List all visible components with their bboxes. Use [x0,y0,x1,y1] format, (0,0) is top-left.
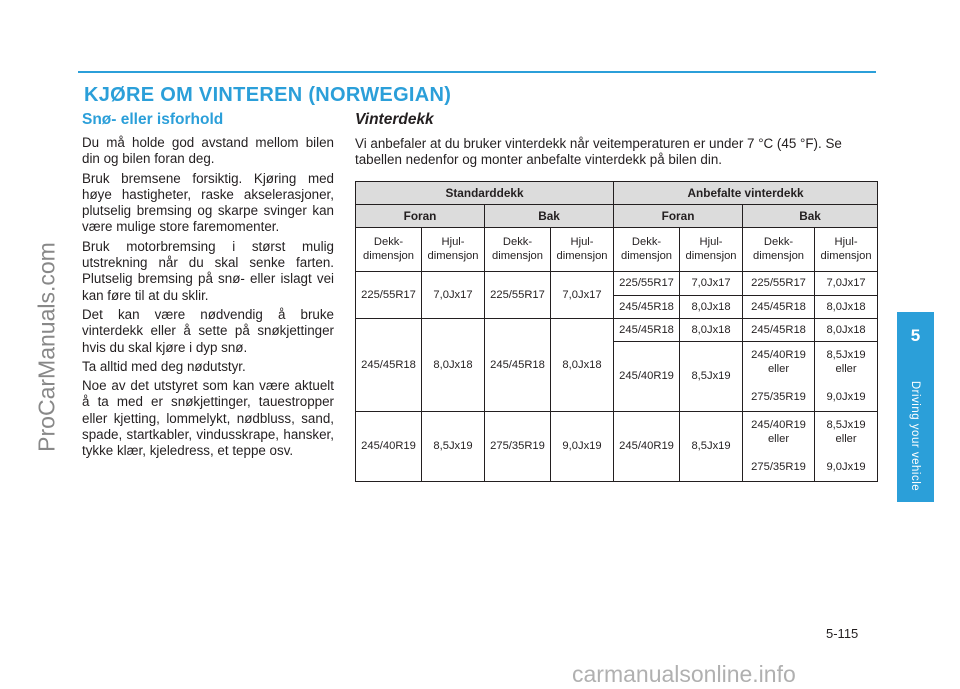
table-cell: 8,5Jx19 [680,341,743,411]
table-cell: 245/45R18 [743,295,815,318]
table-cell: 245/40R19 eller 275/35R19 [743,341,815,411]
paragraph: Noe av det utstyret som kan være aktuelt å ta med er snøkjettinger, tauestropper eller kjetting, lommelykt, nødbluss, sand, spade, startkabler, vindusskrape, hansker, tykke klær, kjeledress, et teppe osv. [82,378,334,459]
paragraph: Bruk bremsene forsiktig. Kjøring med høye hastigheter, raske akselerasjoner, plutselig bremsing og skarpe svinger kan være mulige store faremomenter. [82,170,334,235]
header-rear: Bak [485,204,614,227]
header-front: Foran [614,204,743,227]
bottom-watermark: carmanualsonline.info [572,661,796,687]
paragraph: Ta alltid med deg nødutstyr. [82,358,246,374]
snow-ice-heading: Snø- eller isforhold [82,111,224,128]
paragraph: Det kan være nødvendig å bruke vinterdekk eller å sette på snøkjettinger hvis du skal kjøre i dyp snø. [82,306,334,355]
table-cell: 8,5Jx19 [422,411,485,481]
table-cell: 8,0Jx18 [551,318,614,411]
column-label-tire: Dekk- dimensjon [614,227,680,271]
table-cell: 8,0Jx18 [680,295,743,318]
paragraph: Du må holde god avstand mellom bilen din og bilen foran deg. [82,135,334,167]
table-cell: 8,5Jx19 eller 9,0Jx19 [815,411,878,481]
table-row [356,411,878,481]
left-column [82,111,334,463]
side-watermark: ProCarManuals.com [33,242,60,452]
table-cell: 245/45R18 [614,318,680,341]
column-label-tire: Dekk- dimensjon [743,227,815,271]
column-label-wheel: Hjul- dimensjon [680,227,743,271]
table-cell: 225/55R17 [485,271,551,318]
header-standard: Standarddekk [356,181,614,204]
table-cell: 245/40R19 [356,411,422,481]
winter-tires-intro: Vi anbefaler at du bruker vinterdekk når veitemperaturen er under 7 °C (45 °F). Se tabellen nedenfor og monter anbefalte vinterdekk på bilen din. [355,136,842,168]
table-column-labels-row [356,227,878,271]
table-cell: 8,5Jx19 [680,411,743,481]
table-cell: 8,0Jx18 [422,318,485,411]
header-recommended: Anbefalte vinterdekk [614,181,878,204]
table-cell: 7,0Jx17 [815,271,878,295]
column-label-wheel: Hjul- dimensjon [422,227,485,271]
header-rear: Bak [743,204,878,227]
table-cell: 8,0Jx18 [815,295,878,318]
table-cell: 7,0Jx17 [422,271,485,318]
table-cell: 275/35R19 [485,411,551,481]
table-cell: 7,0Jx17 [680,271,743,295]
page-number: 5-115 [826,626,859,641]
header-front: Foran [356,204,485,227]
top-rule [78,71,876,73]
table-cell: 8,0Jx18 [815,318,878,341]
table-cell: 245/45R18 [614,295,680,318]
table-row [356,318,878,341]
paragraph: Bruk motorbremsing i størst mulig utstrekning når du skal senke farten. Plutselig bremsing på snø- eller islagt vei kan føre til at du sklir. [82,238,334,303]
table-cell: 245/45R18 [743,318,815,341]
table-cell: 225/55R17 [614,271,680,295]
winter-tire-table [355,181,878,482]
section-title: KJØRE OM VINTEREN (NORWEGIAN) [84,84,452,106]
table-cell: 7,0Jx17 [551,271,614,318]
table-cell: 8,0Jx18 [680,318,743,341]
table-cell: 245/40R19 eller 275/35R19 [743,411,815,481]
column-label-wheel: Hjul- dimensjon [815,227,878,271]
table-cell: 225/55R17 [356,271,422,318]
table-cell: 245/40R19 [614,411,680,481]
winter-tires-heading: Vinterdekk [355,111,434,128]
right-column [355,111,877,482]
column-label-wheel: Hjul- dimensjon [551,227,614,271]
table-cell: 245/45R18 [356,318,422,411]
table-cell: 9,0Jx19 [551,411,614,481]
chapter-label: Driving your vehicle [909,380,921,492]
table-header-row [356,181,878,204]
table-cell: 225/55R17 [743,271,815,295]
column-label-tire: Dekk- dimensjon [485,227,551,271]
table-subheader-row [356,204,878,227]
column-label-tire: Dekk- dimensjon [356,227,422,271]
table-cell: 245/40R19 [614,341,680,411]
table-cell: 8,5Jx19 eller 9,0Jx19 [815,341,878,411]
table-row [356,271,878,295]
chapter-tab [897,312,934,502]
table-cell: 245/45R18 [485,318,551,411]
chapter-number: 5 [910,326,921,345]
